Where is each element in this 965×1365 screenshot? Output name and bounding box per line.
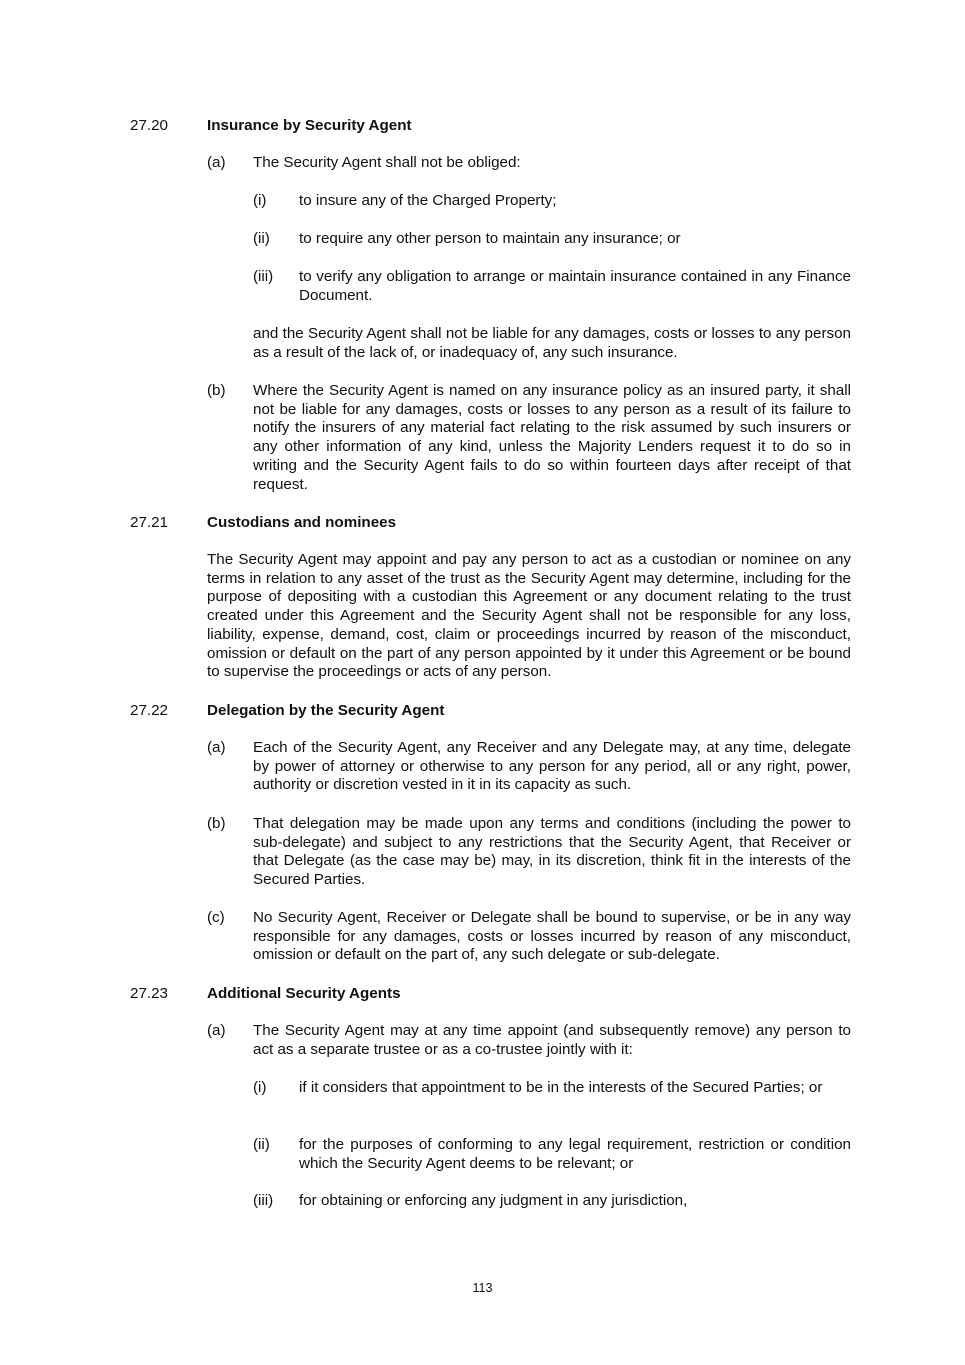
- subclause-label: (i): [253, 1079, 267, 1096]
- clause-label: (a): [207, 739, 226, 756]
- subclause-text: to verify any obligation to arrange or maintain insurance contained in any Finance Document.: [299, 268, 851, 304]
- subclause-label: (ii): [253, 1136, 270, 1153]
- clause-text: Where the Security Agent is named on any insurance policy as an insured party, it shall not be liable for any damages, costs or losses to any person as a result of its failure to notify the insurers of any material fact relating to the risk assumed by such insurers or any other information of any kind, unless the Majority Lenders request it to do so in writing and the Security Agent fails to do so within fourteen days after receipt of that request.: [253, 382, 851, 493]
- subclause-label: (ii): [253, 230, 270, 247]
- clause-label: (c): [207, 909, 225, 926]
- subclause-label: (i): [253, 192, 267, 209]
- section-number: 27.20: [130, 117, 169, 134]
- section-title: Additional Security Agents: [207, 985, 401, 1002]
- clause-text: That delegation may be made upon any terms and conditions (including the power to sub-delegate) and subject to any restrictions that the Security Agent, that Receiver or that Delegate (as the case may be) may, in its discretion, think fit in the interests of the Secured Parties.: [253, 815, 851, 889]
- section-number: 27.21: [130, 514, 169, 531]
- section-number: 27.23: [130, 985, 169, 1002]
- subclause-text: to insure any of the Charged Property;: [299, 192, 557, 209]
- section-title: Delegation by the Security Agent: [207, 702, 445, 719]
- section-paragraph: The Security Agent may appoint and pay any person to act as a custodian or nominee on any terms in relation to any asset of the trust as the Security Agent may determine, including for the purpose of depositing with a custodian this Agreement or any document relating to the trust created under this Agreement and the Security Agent shall not be responsible for any loss, liability, expense, demand, cost, claim or proceedings incurred by reason of the misconduct, omission or default on the part of any person appointed by it under this Agreement or be bound to supervise the proceedings or acts of any person.: [207, 551, 851, 681]
- clause-text: The Security Agent may at any time appoint (and subsequently remove) any person to act as a separate trustee or as a co-trustee jointly with it:: [253, 1022, 851, 1058]
- subclause-label: (iii): [253, 1192, 274, 1209]
- subclause-text: for obtaining or enforcing any judgment in any jurisdiction,: [299, 1192, 688, 1209]
- clause-label: (b): [207, 382, 226, 399]
- page-number: 113: [472, 1281, 493, 1295]
- clause-text: Each of the Security Agent, any Receiver and any Delegate may, at any time, delegate by power of attorney or otherwise to any person for any period, all or any right, power, authority or discretion vested in it in its capacity as such.: [253, 739, 851, 794]
- clause-text: The Security Agent shall not be obliged:: [253, 154, 521, 171]
- subclause-label: (iii): [253, 268, 274, 285]
- section-heading-27-21: [130, 513, 850, 533]
- section-heading-27-22: [130, 701, 850, 721]
- section-number: 27.22: [130, 702, 169, 719]
- section-heading-27-23: [130, 984, 850, 1004]
- clause-a-tail: and the Security Agent shall not be liable for any damages, costs or losses to any person as a result of the lack of, or inadequacy of, any such insurance.: [253, 325, 851, 361]
- subclause-text: if it considers that appointment to be in the interests of the Secured Parties; or: [299, 1079, 823, 1096]
- section-title: Insurance by Security Agent: [207, 117, 412, 134]
- clause-label: (a): [207, 1022, 226, 1039]
- section-heading-27-20: [130, 116, 850, 136]
- subclause-text: to require any other person to maintain any insurance; or: [299, 230, 681, 247]
- clause-text: No Security Agent, Receiver or Delegate shall be bound to supervise, or be in any way responsible for any damages, costs or losses incurred by reason of any misconduct, omission or default on the part of, any such delegate or sub-delegate.: [253, 909, 851, 964]
- clause-label: (a): [207, 154, 226, 171]
- clause-label: (b): [207, 815, 226, 832]
- section-title: Custodians and nominees: [207, 514, 397, 531]
- subclause-text: for the purposes of conforming to any legal requirement, restriction or condition which the Security Agent deems to be relevant; or: [299, 1136, 851, 1172]
